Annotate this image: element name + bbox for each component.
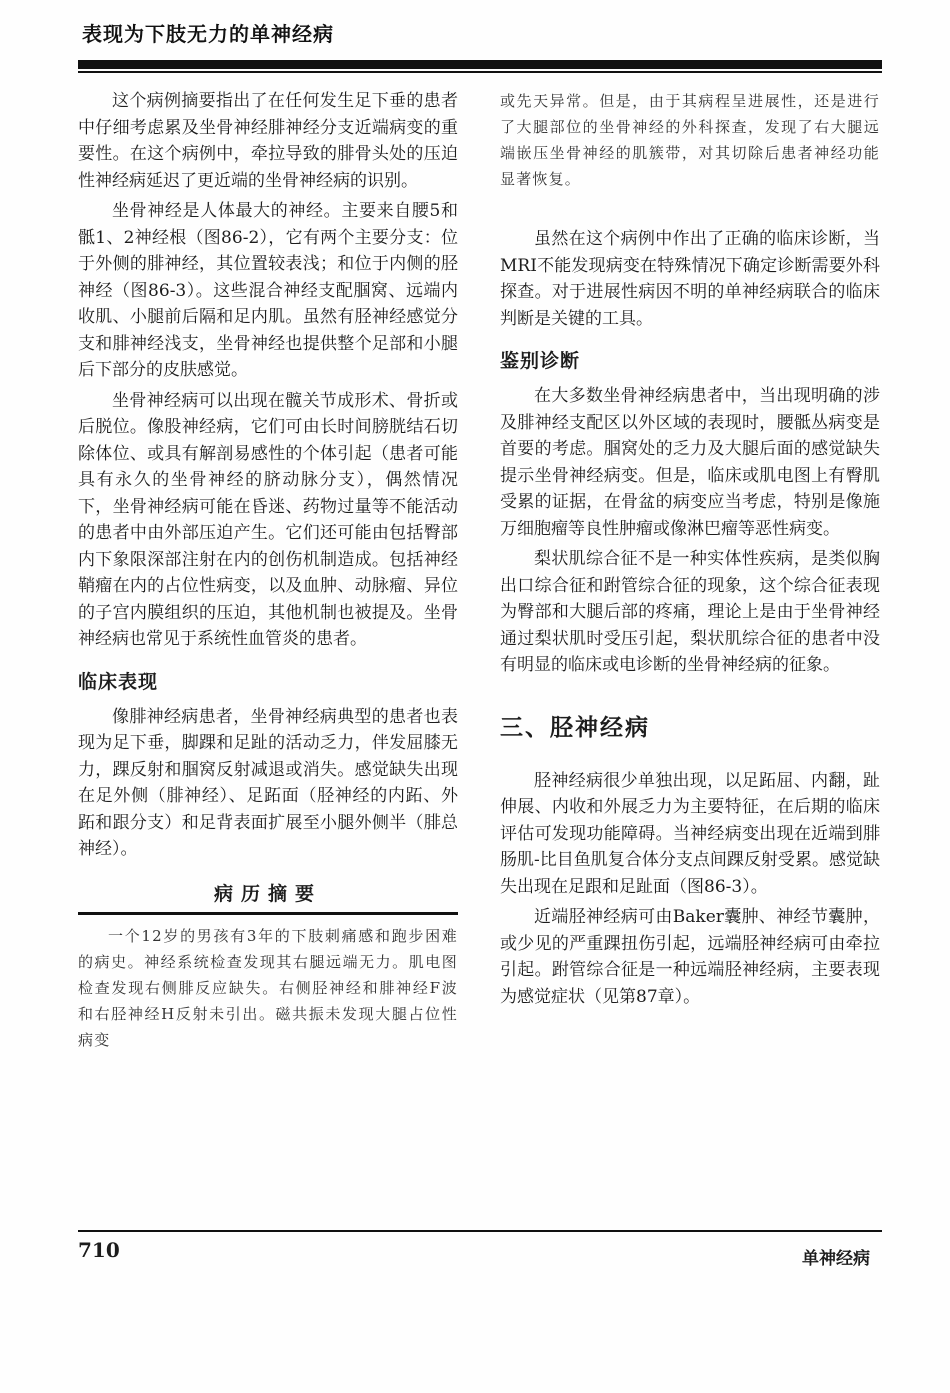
right-column [500,88,880,1010]
header-rule-thick [78,60,882,69]
paragraph-intro: 这个病例摘要指出了在任何发生足下垂的患者中仔细考虑累及坐骨神经腓神经分支近端病变的重要性。在这个病例中，牵拉导致的腓骨头处的压迫性神经病延迟了更近端的坐骨神经病的识别。 [78,91,458,191]
paragraph-differential-1: 在大多数坐骨神经病患者中，当出现明确的涉及腓神经支配区以外区域的表现时，腰骶丛病变是首要的考虑。腘窝处的乏力及大腿后面的感觉缺失提示坐骨神经病变。但是，临床或肌电图上有臀肌受累的证据，在骨盆的病变应当考虑，特别是像施万细胞瘤等良性肿瘤或像淋巴瘤等恶性病变。 [500,386,880,539]
paragraph-differential-2: 梨状肌综合征不是一种实体性疾病，是类似胸出口综合征和跗管综合征的现象，这个综合征表现为臀部和大腿后部的疼痛，理论上是由于坐骨神经通过梨状肌时受压引起，梨状肌综合征的患者中没有明显的临床或电诊断的坐骨神经病的征象。 [500,549,880,675]
section-heading-clinical: 临床表现 [78,670,159,693]
paragraph-clinical: 像腓神经病患者，坐骨神经病典型的患者也表现为足下垂，脚踝和足趾的活动乏力，伴发屈膝无力，踝反射和腘窝反射减退或消失。感觉缺失出现在足外侧（腓神经）、足跖面（胫神经的内跖、外跖和跟分支）和足背表面扩展至小腿外侧半（腓总神经）。 [78,706,458,859]
header-rule-thin [78,71,882,73]
section-heading-differential: 鉴别诊断 [500,350,581,372]
case-summary-continued [500,88,880,192]
case-summary-text-continued: 或先天异常。但是，由于其病程呈进展性，还是进行了大腿部位的坐骨神经的外科探查，发现了右大腿远端嵌压坐骨神经的肌簇带，对其切除后患者神经功能显著恢复。 [500,92,880,188]
chapter-heading-tibial: 三、胫神经病 [500,714,650,741]
footer-rule [78,1230,882,1232]
paragraph-sciatic-anatomy: 坐骨神经是人体最大的神经。主要来自腰5和骶1、2神经根（图86-2），它有两个主要分支：位于外侧的腓神经，其位置较表浅；和位于内侧的胫神经（图86-3）。这些混合神经支配腘窝、远端内收肌、小腿前后隔和足内肌。虽然有胫神经感觉分支和腓神经浅支，坐骨神经也提供整个足部和小腿后下部分的皮肤感觉。 [78,201,458,380]
paragraph-sciatic-causes: 坐骨神经病可以出现在髋关节成形术、骨折或后脱位。像股神经病，它们可由长时间膀胱结石切除体位、或具有解剖易感性的个体引起（患者可能具有永久的坐骨神经的脐动脉分支），偶然情况下，坐骨神经病可能在昏迷、药物过量等不能活动的患者中由外部压迫产生。它们还可能由包括臀部内下象限深部注射在内的创伤机制造成。包括神经鞘瘤在内的占位性病变，以及血肿、动脉瘤、异位的子宫内膜组织的压迫，其他机制也被提及。坐骨神经病也常见于系统性血管炎的患者。 [78,390,458,649]
case-summary-text: 一个12岁的男孩有3年的下肢刺痛感和跑步困难的病史。神经系统检查发现其右腿远端无力。肌电图检查发现右侧腓反应缺失。右侧胫神经和腓神经F波和右胫神经H反射未引出。磁共振未发现大腿占位性病变 [78,926,458,1049]
paragraph-tibial-1: 胫神经病很少单独出现，以足跖屈、内翻，趾伸展、内收和外展乏力为主要特征，在后期的临床评估可发现功能障碍。当神经病变出现在近端到腓肠肌-比目鱼肌复合体分支点间踝反射受累。感觉缺失出现在足跟和足趾面（图86-3）。 [500,770,880,897]
case-summary-title: 病历摘要 [78,879,458,915]
running-head: 表现为下肢无力的单神经病 [82,22,334,46]
case-summary-box [78,879,458,1053]
left-column [78,88,458,1053]
paragraph-tibial-2: 近端胫神经病可由Baker囊肿、神经节囊肿，或少见的严重踝扭伤引起，远端胫神经病可由牵拉引起。跗管综合征是一种远端胫神经病，主要表现为感觉症状（见第87章）。 [500,907,880,1007]
footer-book-title: 单神经病 [802,1249,870,1269]
page-number: 710 [78,1238,120,1262]
paragraph-discussion: 虽然在这个病例中作出了正确的临床诊断，当MRI不能发现病变在特殊情况下确定诊断需要外科探查。对于进展性病因不明的单神经病联合的临床判断是关键的工具。 [500,229,880,329]
